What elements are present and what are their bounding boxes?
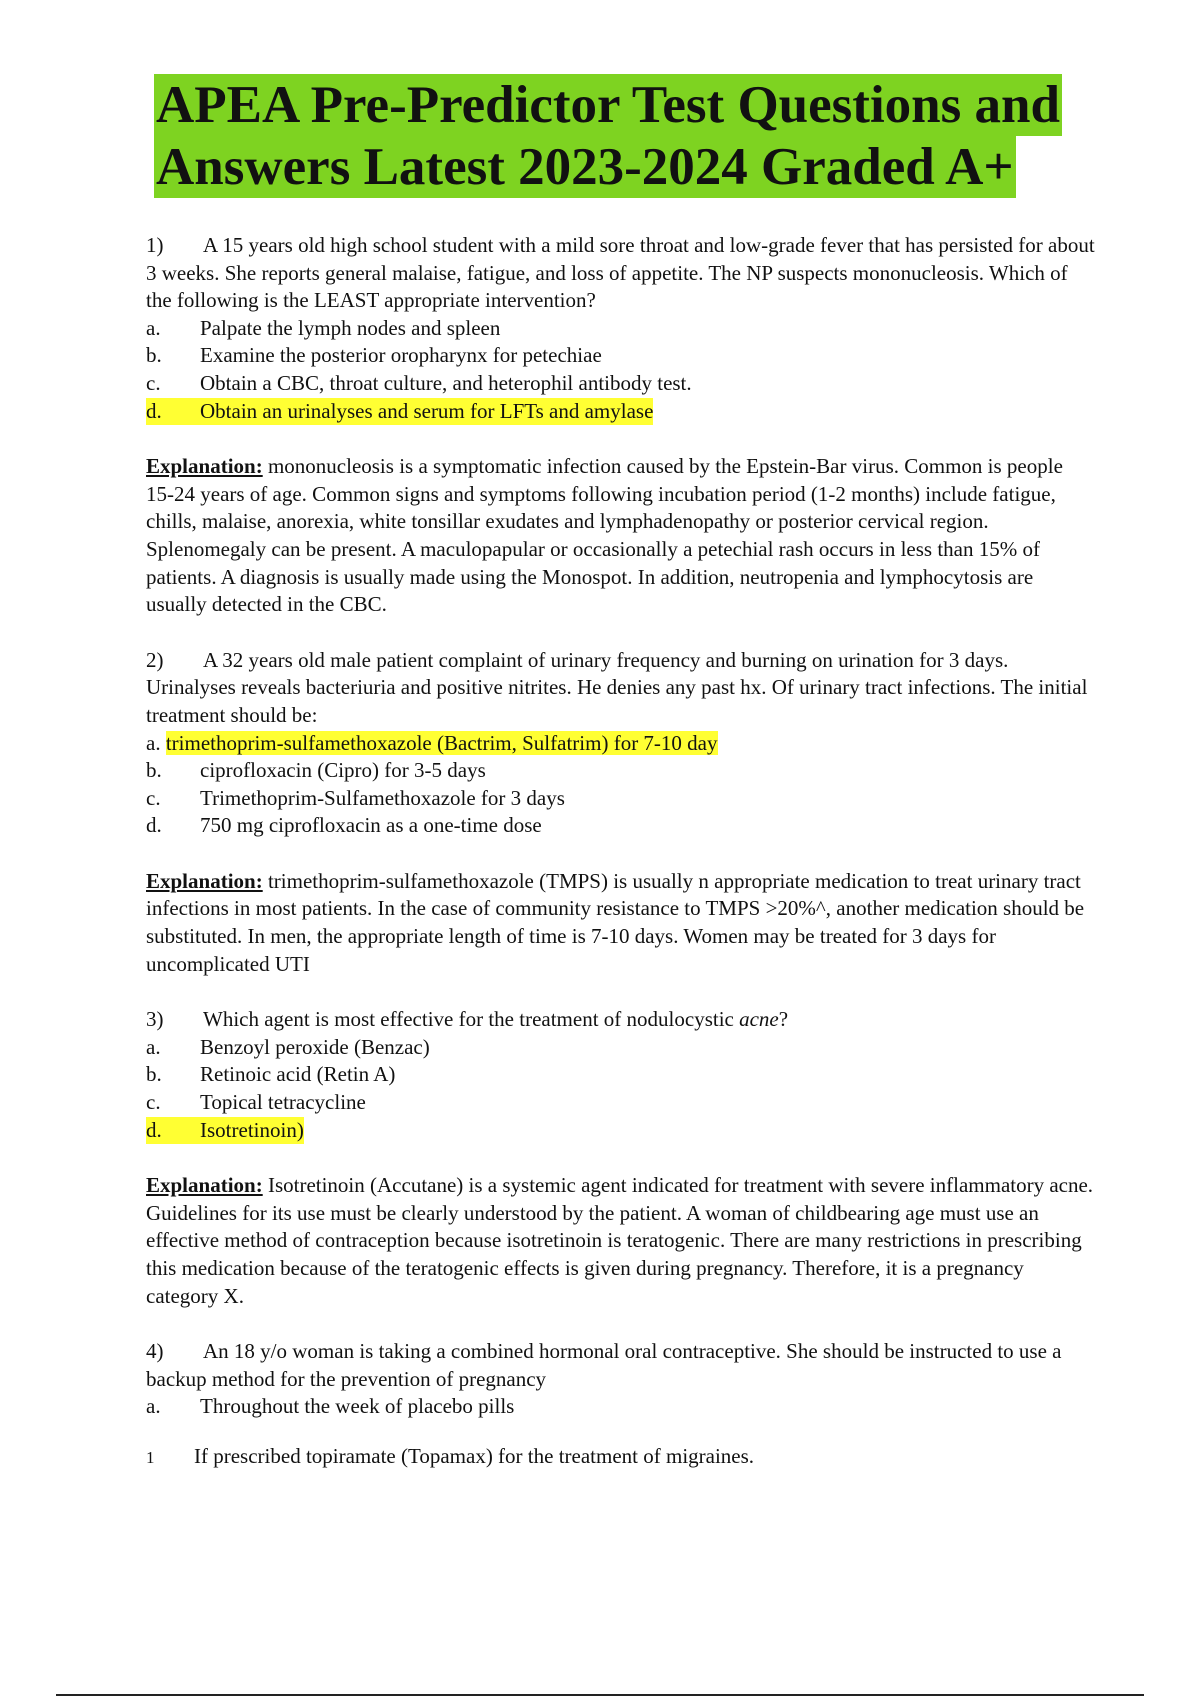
- footnote-text: If prescribed topiramate (Topamax) for the treatment of migraines.: [194, 1443, 755, 1468]
- option-letter: c.: [146, 785, 161, 810]
- question-text-italic: acne: [739, 1007, 779, 1032]
- option-text: Palpate the lymph nodes and spleen: [200, 315, 501, 340]
- option-text: Obtain a CBC, throat culture, and heterophil antibody test.: [200, 370, 692, 395]
- answer-option-c: [146, 370, 1096, 398]
- option-letter: d.: [146, 1117, 162, 1142]
- question-2: [146, 647, 1096, 979]
- question-3: [146, 1006, 1096, 1310]
- answer-option-b: [146, 757, 1096, 785]
- explanation-2: [146, 868, 1096, 978]
- question-text: Which agent is most effective for the treatment of nodulocystic: [203, 1007, 740, 1032]
- question-number: 1): [146, 233, 164, 257]
- answer-option-a: [146, 1034, 1096, 1062]
- question-number: 3): [146, 1007, 164, 1032]
- question-stem: [146, 232, 1096, 315]
- answer-option-d-correct: [146, 398, 653, 426]
- option-letter: d.: [146, 398, 162, 423]
- option-text: 750 mg ciprofloxacin as a one-time dose: [200, 813, 542, 838]
- question-number: 2): [146, 647, 164, 672]
- answer-option-a-correct: [146, 730, 1096, 758]
- option-text: Retinoic acid (Retin A): [200, 1062, 396, 1087]
- explanation-text: trimethoprim-sulfamethoxazole (TMPS) is usually n appropriate medication to treat urinary tract infections in most patients. In the case of community resistance to TMPS >20%^, another medication should be substituted. In men, the appropriate length of time is 7-10 days. Women may be treated for 3 days for uncomplicated UTI: [146, 868, 1085, 976]
- footnote-number: 1: [146, 1447, 155, 1467]
- option-text: Benzoyl peroxide (Benzac): [200, 1034, 430, 1059]
- title-line-1: APEA Pre-Predictor Test Questions and: [156, 76, 1060, 134]
- option-text: Topical tetracycline: [200, 1090, 366, 1115]
- option-text: Isotretinoin): [200, 1117, 304, 1142]
- answer-option-c: [146, 785, 1096, 813]
- explanation-label: Explanation:: [146, 1173, 263, 1198]
- explanation-text: Isotretinoin (Accutane) is a systemic agent indicated for treatment with severe inflammatory acne. Guidelines for its use must be clearly understood by the patient. A woman of childbearing age must use an effective method of contraception because isotretinoin is teratogenic. There are many restrictions in prescribing this medication because of the teratogenic effects is given during pregnancy. Therefore, it is a pregnancy category X.: [146, 1173, 1094, 1308]
- answer-option-a: [146, 1393, 1096, 1421]
- footnote: [146, 1443, 1096, 1472]
- option-letter: b.: [146, 343, 162, 368]
- option-text: Trimethoprim-Sulfamethoxazole for 3 days: [200, 785, 565, 810]
- page-bottom-rule: [56, 1694, 1144, 1696]
- question-text-end: ?: [778, 1007, 789, 1032]
- option-letter: a.: [146, 1394, 161, 1419]
- option-letter: b.: [146, 1062, 162, 1087]
- answer-option-b: [146, 1061, 1096, 1089]
- answer-option-c: [146, 1089, 1096, 1117]
- explanation-1: [146, 453, 1096, 619]
- option-text: trimethoprim-sulfamethoxazole (Bactrim, Sulfatrim) for 7-10 day: [165, 730, 718, 755]
- question-stem: [146, 647, 1096, 730]
- document-title: [154, 74, 1134, 198]
- question-text: An 18 y/o woman is taking a combined hormonal oral contraceptive. She should be instructed to use a backup method for the prevention of pregnancy: [146, 1339, 1062, 1391]
- question-number: 4): [146, 1339, 164, 1364]
- option-text: Obtain an urinalyses and serum for LFTs and amylase: [200, 398, 654, 423]
- question-text: A 15 years old high school student with a mild sore throat and low-grade fever that has persisted for about 3 weeks. She reports general malaise, fatigue, and loss of appetite. The NP suspects mononucleosis. Which of the following is the LEAST appropriate intervention?: [146, 233, 1095, 313]
- question-stem: [146, 1006, 1096, 1034]
- option-text: Examine the posterior oropharynx for petechiae: [200, 343, 602, 368]
- answer-option-b: [146, 342, 1096, 370]
- question-4: [146, 1338, 1096, 1421]
- answer-option-a: [146, 315, 1096, 343]
- option-text: Throughout the week of placebo pills: [200, 1394, 515, 1419]
- option-letter: c.: [146, 370, 161, 395]
- option-text: ciprofloxacin (Cipro) for 3-5 days: [200, 758, 486, 783]
- option-letter: a.: [146, 315, 161, 340]
- explanation-label: Explanation:: [146, 454, 263, 479]
- option-letter: c.: [146, 1090, 161, 1115]
- option-letter: b.: [146, 758, 162, 783]
- option-letter: a.: [146, 730, 161, 755]
- question-1: [146, 232, 1096, 619]
- explanation-3: [146, 1172, 1096, 1310]
- question-stem: [146, 1338, 1096, 1393]
- option-letter: d.: [146, 813, 162, 838]
- answer-option-d-correct: [146, 1117, 304, 1145]
- explanation-text: mononucleosis is a symptomatic infection caused by the Epstein-Bar virus. Common is people 15-24 years of age. Common signs and symptoms following incubation period (1-2 months) include fatigue, chills, malaise, anorexia, white tonsillar exudates and lymphadenopathy or posterior cervical region. Splenomegaly can be present. A maculopapular or occasionally a petechial rash occurs in less than 15% of patients. A diagnosis is usually made using the Monospot. In addition, neutropenia and lymphocytosis are usually detected in the CBC.: [146, 454, 1063, 617]
- answer-option-d: [146, 812, 1096, 840]
- document-body: [146, 232, 1096, 1472]
- option-letter: a.: [146, 1034, 161, 1059]
- question-text: A 32 years old male patient complaint of urinary frequency and burning on urination for 3 days. Urinalyses reveals bacteriuria and positive nitrites. He denies any past hx. Of urinary tract infections. The initial treatment should be:: [146, 647, 1088, 727]
- explanation-label: Explanation:: [146, 868, 263, 893]
- title-line-2: Answers Latest 2023-2024 Graded A+: [156, 138, 1014, 196]
